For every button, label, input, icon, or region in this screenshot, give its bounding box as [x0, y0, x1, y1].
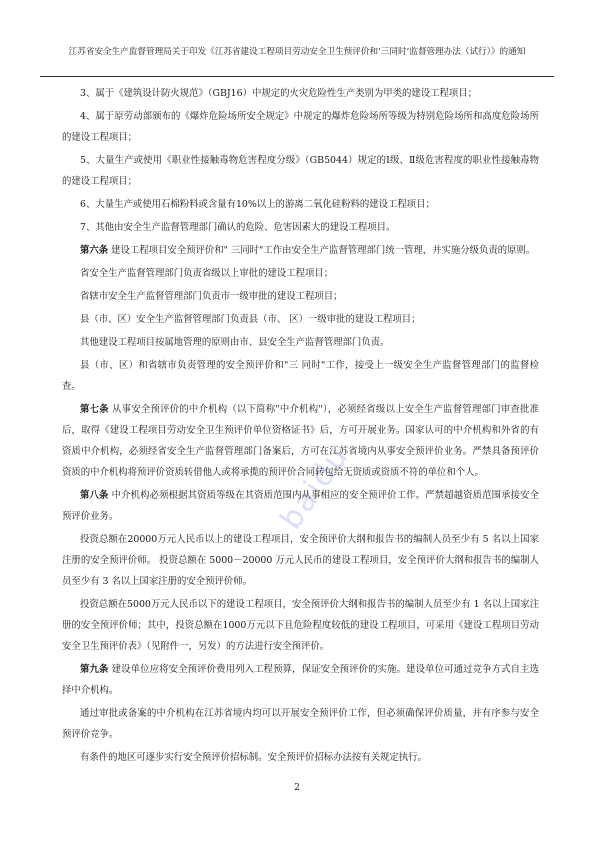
paragraph-text: 有条件的地区可逐步实行安全预评价招标制。安全预评价招标办法按有关规定执行。	[80, 752, 427, 763]
paragraph-text: 省辖市安全生产监督管理部门负责市一级审批的建设工程项目；	[80, 291, 343, 302]
paragraph	[62, 594, 539, 657]
paragraph	[62, 659, 539, 701]
paragraph	[62, 150, 539, 192]
paragraph-text: 4、属于原劳动部颁布的《爆炸危险场所安全规定》中规定的爆炸危险场所等级为特别危险场所和高度危险场所的建设工程项目；	[62, 111, 539, 143]
article-number: 第九条	[80, 664, 109, 675]
paragraph	[62, 309, 539, 330]
paragraph-text: 县（市、区）和省辖市负责管理的安全预评价和"三 同时"工作，接受上一级安全生产监督管理部门的监督检查。	[62, 360, 539, 392]
paragraph	[62, 399, 539, 483]
paragraph	[62, 217, 539, 238]
paragraph-text: 6、大量生产或使用石棉粉料或含量有10%以上的游离二氧化硅粉料的建设工程项目；	[80, 199, 435, 210]
paragraph	[62, 240, 539, 261]
header-title: 江苏省安全生产监督管理局关于印发《江苏省建设工程项目劳动安全卫生预评价和‘三同时’监督管理办法（试行）》的通知	[68, 47, 526, 57]
paragraph	[62, 83, 539, 104]
paragraph	[62, 747, 539, 768]
paragraph-text: 5、大量生产或使用《职业性接触毒物危害程度分级》（GB5044）规定的Ⅰ级、Ⅱ级危害程度的职业性接触毒物的建设工程项目；	[62, 155, 539, 187]
paragraph	[62, 194, 539, 215]
paragraph-text: 7、其他由安全生产监督管理部门确认的危险、危害因素大的建设工程项目。	[80, 222, 396, 233]
paragraph-text: 县（市、区）安全生产监督管理部门负责县（市、 区）一级审批的建设工程项目；	[80, 314, 421, 325]
paragraph	[62, 355, 539, 397]
paragraph-text: 建设单位应将安全预评价费用列入工程预算，保证安全预评价的实施。建设单位可通过竞争方式自主选择中介机构。	[62, 664, 539, 696]
article-number: 第八条	[80, 490, 109, 501]
paragraph	[62, 529, 539, 592]
paragraph-text: 3、属于《建筑设计防火规范》（GBJ16）中规定的火灾危险性生产类别为甲类的建设工程项目；	[80, 88, 477, 99]
page-number: 2	[294, 783, 300, 793]
paragraph	[62, 106, 539, 148]
paragraph	[62, 263, 539, 284]
document-body	[62, 83, 539, 770]
article-number: 第六条	[80, 245, 109, 256]
paragraph	[62, 703, 539, 745]
header-divider	[40, 76, 554, 77]
watermark: baidu	[273, 439, 357, 536]
paragraph-text: 中介机构必须根据其资质等级在其资质范围内从事相应的安全预评价工作。严禁超越资质范围承接安全预评价业务。	[62, 490, 539, 522]
paragraph	[62, 485, 539, 527]
paragraph-text: 省安全生产监督管理部门负责省级以上审批的建设工程项目；	[80, 268, 334, 279]
paragraph	[62, 286, 539, 307]
paragraph-text: 从事安全预评价的中介机构（以下简称"中介机构"），必须经省级以上安全生产监督管理部门审查批准后，取得《建设工程项目劳动安全卫生预评价单位资格证书》后，方可开展业务。国家认可的中介机构和外省的有资质中介机构，必须经省安全生产监督管理部门备案后，方可在江苏省境内从事安全预评价业务。严禁具备预评价资质的中介机构将预评价资质转借他人或将承揽的预评价合同转包给无资质或资质不符的单位和个人。	[62, 404, 539, 478]
page-header	[40, 46, 554, 59]
article-number: 第七条	[80, 404, 109, 415]
paragraph-text: 其他建设工程项目按属地管理的原则由市、县安全生产监督管理部门负责。	[80, 337, 390, 348]
paragraph-text: 投资总额在5000万元人民币以下的建设工程项目，安全预评价大纲和报告书的编制人员至少有 1 名以上国家注册的安全预评价师；其中，投资总额在1000万元以下且危险程度较低的建设工程项目，可采用《建设工程项目劳动安全卫生预评价表》（见附件一，另发）的方法进行安全预评价。	[62, 599, 539, 652]
paragraph-text: 通过审批或备案的中介机构在江苏省境内均可以开展安全预评价工作，但必须确保评价质量，并有序参与安全预评价竞争。	[62, 708, 539, 740]
paragraph-text: 建设工程项目安全预评价和" 三同时"工作由安全生产监督管理部门统一管理，并实施分级负责的原则。	[111, 245, 536, 256]
paragraph	[62, 332, 539, 353]
paragraph-text: 投资总额在20000万元人民币以上的建设工程项目，安全预评价大纲和报告书的编制人员至少有 5 名以上国家注册的安全预评价师。 投资总额在 5000－20000 万元人民币的建设工程项目，安全预评价大纲和报告书的编制人员至少有 3 名以上国家注册的安全预评价师。	[62, 534, 539, 587]
